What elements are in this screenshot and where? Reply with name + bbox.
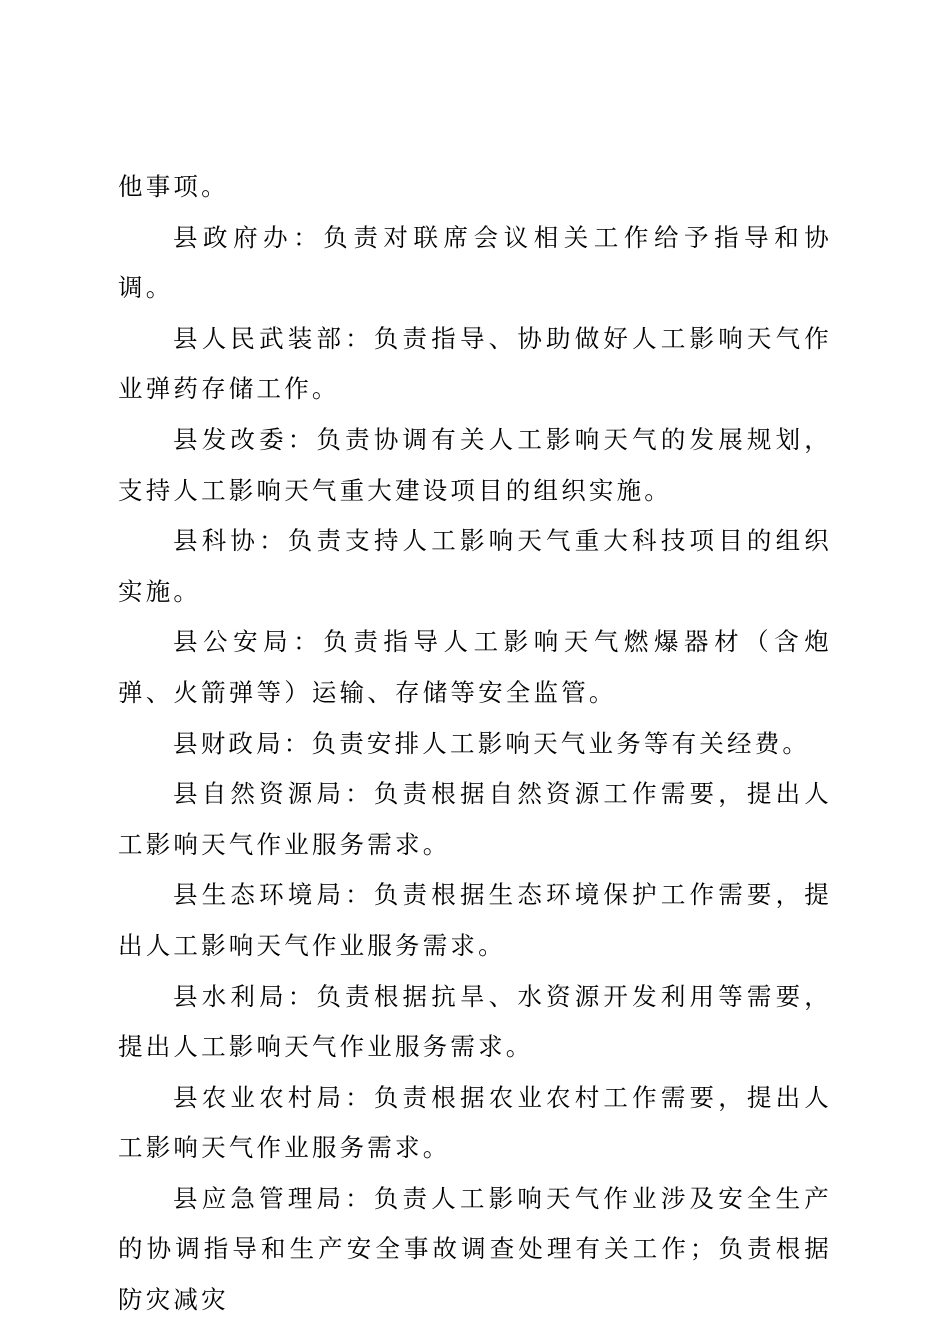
paragraph-finance-bureau: 县财政局：负责安排人工影响天气业务等有关经费。 xyxy=(173,728,811,758)
paragraph-continuation: 他事项。 xyxy=(118,172,229,201)
paragraph-water-resources: 县水利局：负责根据抗旱、水资源开发利用等需要，提出人工影响天气作业服务需求。 xyxy=(118,981,832,1062)
document-body xyxy=(118,162,832,1326)
paragraph-peoples-armed-forces: 县人民武装部：负责指导、协助做好人工影响天气作业弹药存储工作。 xyxy=(118,323,832,404)
paragraph-development-reform: 县发改委：负责协调有关人工影响天气的发展规划，支持人工影响天气重大建设项目的组织实施。 xyxy=(118,424,832,505)
paragraph-public-security: 县公安局：负责指导人工影响天气燃爆器材（含炮弹、火箭弹等）运输、存储等安全监管。 xyxy=(118,627,832,707)
paragraph-science-association: 县科协：负责支持人工影响天气重大科技项目的组织实施。 xyxy=(118,526,832,606)
paragraph-emergency-management: 县应急管理局：负责人工影响天气作业涉及安全生产的协调指导和生产安全事故调查处理有关工作；负责根据防灾减灾 xyxy=(118,1183,832,1315)
paragraph-county-government-office: 县政府办：负责对联席会议相关工作给予指导和协调。 xyxy=(118,222,832,303)
paragraph-agriculture-rural: 县农业农村局：负责根据农业农村工作需要，提出人工影响天气作业服务需求。 xyxy=(118,1082,832,1163)
paragraph-natural-resources: 县自然资源局：负责根据自然资源工作需要，提出人工影响天气作业服务需求。 xyxy=(118,779,832,859)
paragraph-ecology-environment: 县生态环境局：负责根据生态环境保护工作需要，提出人工影响天气作业服务需求。 xyxy=(118,880,832,960)
